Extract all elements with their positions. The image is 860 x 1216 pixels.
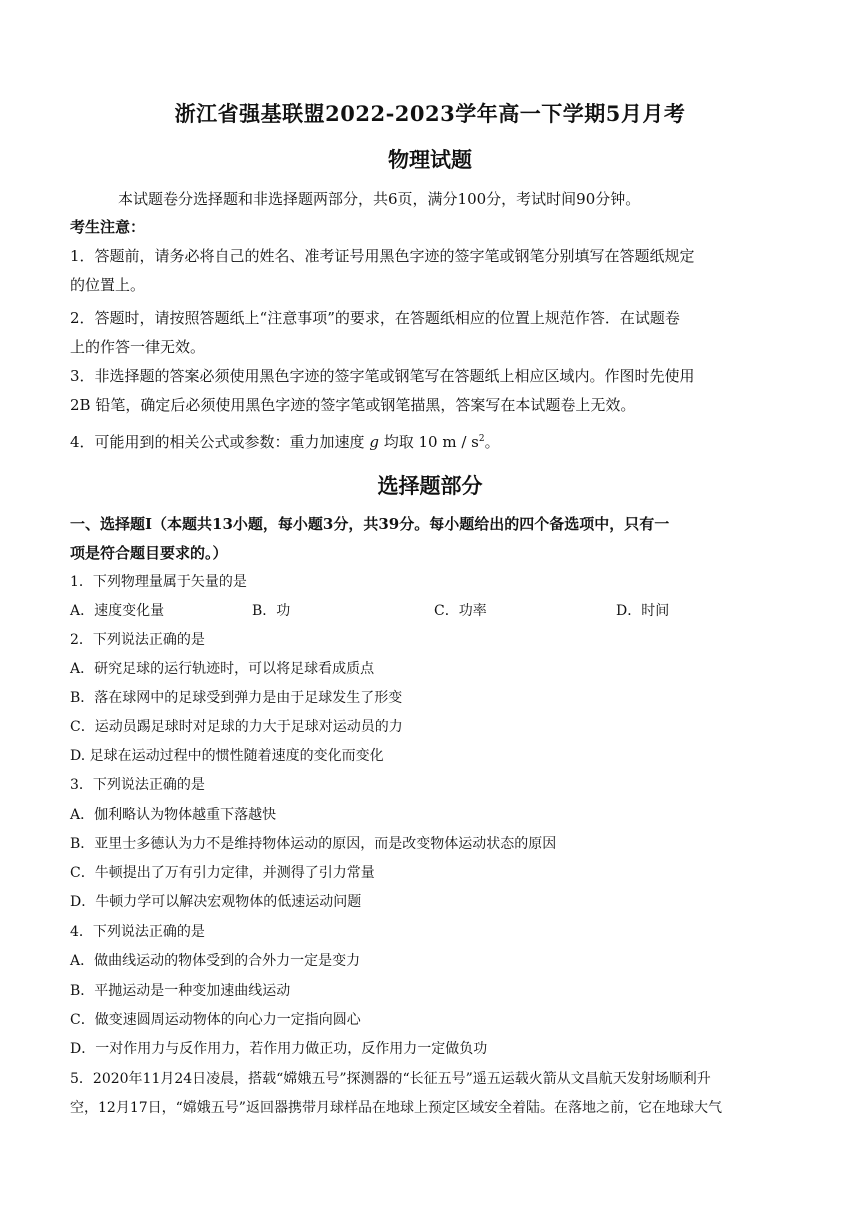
notice-item-4: 4．可能用到的相关公式或参数：重力加速度 g 均取 10 m / $s^2$。: [70, 433, 500, 451]
notice-item-3a: 3．非选择题的答案必须使用黑色字迹的签字笔或钢笔写在答题纸上相应区域内。作图时先使用: [70, 367, 695, 385]
q2-stem: 2．下列说法正确的是: [70, 632, 205, 648]
q3-stem: 3．下列说法正确的是: [70, 777, 205, 793]
notice-item-2b: 上的作答一律无效。: [70, 338, 206, 356]
notice-item-3b: 2B 铅笔，确定后必须使用黑色字迹的签字笔或钢笔描黑，答案写在本试题卷上无效。: [70, 396, 636, 414]
q2-option-d: D. 足球在运动过程中的惯性随着速度的变化而变化: [70, 748, 384, 764]
q2-option-b: B．落在球网中的足球受到弹力是由于足球发生了形变: [70, 690, 403, 706]
q1-option-a: A．速度变化量: [70, 603, 165, 619]
section-title: 选择题部分: [377, 473, 483, 498]
notice-item-1b: 的位置上。: [70, 276, 146, 294]
q3-option-d: D．牛顿力学可以解决宏观物体的低速运动问题: [70, 894, 362, 910]
q1-option-d: D．时间: [616, 603, 670, 619]
q4-option-d: D．一对作用力与反作用力，若作用力做正功，反作用力一定做负功: [70, 1041, 488, 1057]
q3-option-b: B．亚里士多德认为力不是维持物体运动的原因，而是改变物体运动状态的原因: [70, 836, 557, 852]
exam-title: 浙江省强基联盟2022-2023学年高一下学期5月月考: [174, 101, 686, 126]
q4-stem: 4．下列说法正确的是: [70, 924, 205, 940]
q3-option-c: C．牛顿提出了万有引力定律，并测得了引力常量: [70, 865, 375, 881]
q1-option-b: B．功: [252, 603, 291, 619]
part1-heading-line2: 项是符合题目要求的。）: [70, 544, 228, 562]
q5-stem-line2: 空，12月17日，“嫦娥五号”返回器携带月球样品在地球上预定区域安全着陆。在落地之前，它在地球大气: [70, 1100, 722, 1116]
notice-item-2a: 2．答题时，请按照答题纸上“注意事项”的要求，在答题纸相应的位置上规范作答．在试题卷: [70, 309, 680, 327]
q4-option-c: C．做变速圆周运动物体的向心力一定指向圆心: [70, 1012, 361, 1028]
part1-heading-line1: 一、选择题Ⅰ（本题共13小题，每小题3分，共39分。每小题给出的四个备选项中，只有一: [70, 515, 670, 533]
notice-heading: 考生注意：: [70, 218, 146, 236]
q3-option-a: A．伽利略认为物体越重下落越快: [70, 807, 277, 823]
q5-stem-line1: 5．2020年11月24日凌晨，搭载“嫦娥五号”探测器的“长征五号”遥五运载火箭从文昌航天发射场顺利升: [70, 1071, 711, 1087]
q4-option-a: A．做曲线运动的物体受到的合外力一定是变力: [70, 953, 361, 969]
notice-item-1a: 1．答题前，请务必将自己的姓名、准考证号用黑色字迹的签字笔或钢笔分别填写在答题纸规定: [70, 247, 695, 265]
q1-stem: 1．下列物理量属于矢量的是: [70, 574, 247, 590]
q1-option-c: C．功率: [434, 603, 487, 619]
q2-option-a: A．研究足球的运行轨迹时，可以将足球看成质点: [70, 661, 375, 677]
exam-subtitle: 物理试题: [388, 147, 472, 172]
intro-text: 本试题卷分选择题和非选择题两部分，共6页，满分100分，考试时间90分钟。: [118, 190, 641, 208]
q2-option-c: C．运动员踢足球时对足球的力大于足球对运动员的力: [70, 719, 403, 735]
q4-option-b: B．平抛运动是一种变加速曲线运动: [70, 983, 291, 999]
gravity-symbol: g: [369, 433, 379, 451]
